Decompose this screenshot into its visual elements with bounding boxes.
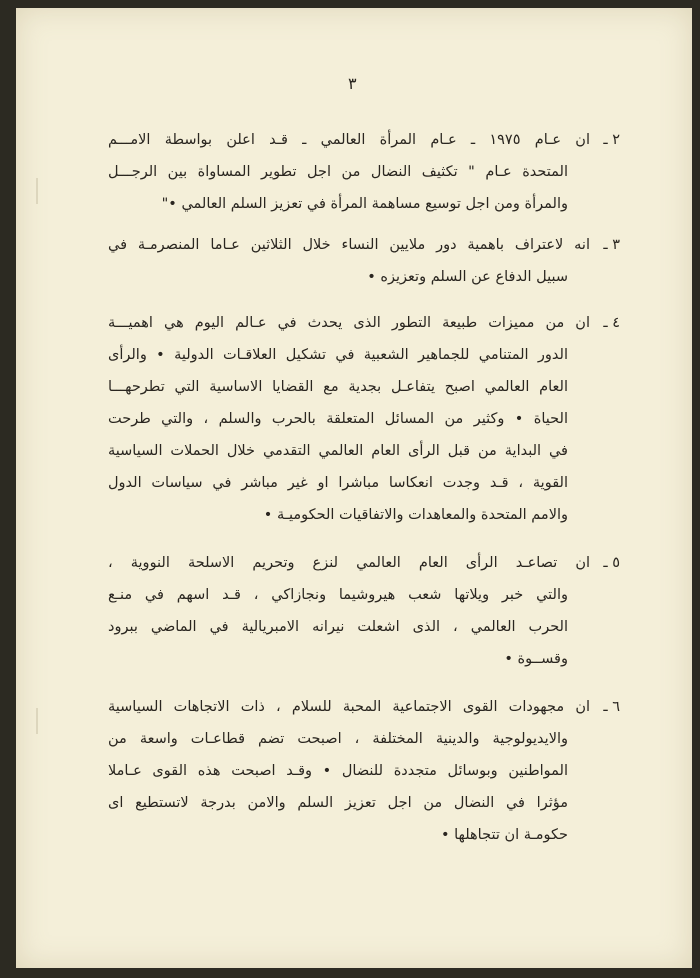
item-number: ٤ ـ bbox=[603, 315, 620, 331]
text-line: العام العالمي اصبح يتفاعـل بجدية مع القضايا الاساسية التي تطرحهـــا bbox=[108, 379, 568, 395]
item-number: ٢ ـ bbox=[603, 132, 620, 148]
document-page bbox=[16, 8, 692, 968]
text-line: انه لاعتراف باهمية دور ملايين النساء خلال الثلاثين عـاما المنصرمـة في bbox=[108, 237, 590, 253]
text-line: ان تصاعـد الرأى العام العالمي لنزع وتحريم الاسلحة النووية ، bbox=[108, 555, 590, 571]
text-line: المواطنين وبوسائل متجددة للنضال • وقـد اصبحت هذه القوى عـاملا bbox=[108, 763, 568, 779]
text-line: ان من مميزات طبيعة التطور الذى يحدث في عـالم اليوم هي اهميـــة bbox=[108, 315, 590, 331]
text-line: والتي خبر ويلاتها شعب هيروشيما ونجازاكي ، قـد اسهم في منـع bbox=[108, 587, 568, 603]
text-line: الحياة • وكثير من المسائل المتعلقة بالحرب والسلم ، والتي طرحت bbox=[108, 411, 568, 427]
text-line: ان مجهودات القوى الاجتماعية المحبة للسلام ، ذات الاتجاهات السياسية bbox=[108, 699, 590, 715]
text-line: في البداية من قبل الرأى العام العالمي التقدمي خلال الحملات السياسية bbox=[108, 443, 568, 459]
text-line: ان عـام ١٩٧٥ ـ عـام المرأة العالمي ـ قـد اعلن بواسطة الامـــم bbox=[108, 132, 590, 148]
text-line: المتحدة عـام " تكثيف النضال من اجل تطوير المساواة بين الرجـــل bbox=[108, 164, 568, 180]
text-line: والايديولوجية والدينية المختلفة ، اصبحت تضم قطاعـات واسعة من bbox=[108, 731, 568, 747]
text-line: وقســوة • bbox=[504, 651, 568, 667]
text-line: مؤثرا في النضال من اجل تعزيز السلم والامن بدرجة لاتستطيع اى bbox=[108, 795, 568, 811]
text-line: القوية ، قـد وجدت انعكاسا مباشرا او غير مباشر في سياسات الدول bbox=[108, 475, 568, 491]
page-number: ٣ bbox=[348, 74, 357, 93]
text-line: سبيل الدفاع عن السلم وتعزيزه • bbox=[367, 269, 568, 285]
text-line: الحرب العالمي ، الذى اشعلت نيرانه الامبريالية في الماضي ببرود bbox=[108, 619, 568, 635]
text-line: والامم المتحدة والمعاهدات والاتفاقيات الحكوميـة • bbox=[263, 507, 568, 523]
text-line: الدور المتنامي للجماهير الشعبية في تشكيل العلاقـات الدولية • والرأى bbox=[108, 347, 568, 363]
item-number: ٣ ـ bbox=[603, 237, 620, 253]
item-number: ٥ ـ bbox=[603, 555, 620, 571]
text-line: حكومـة ان تتجاهلها • bbox=[440, 827, 568, 843]
text-line: والمرأة ومن اجل توسيع مساهمة المرأة في تعزيز السلم العالمي •" bbox=[161, 196, 568, 212]
item-number: ٦ ـ bbox=[603, 699, 620, 715]
binding-mark bbox=[36, 178, 38, 204]
binding-mark bbox=[36, 708, 38, 734]
